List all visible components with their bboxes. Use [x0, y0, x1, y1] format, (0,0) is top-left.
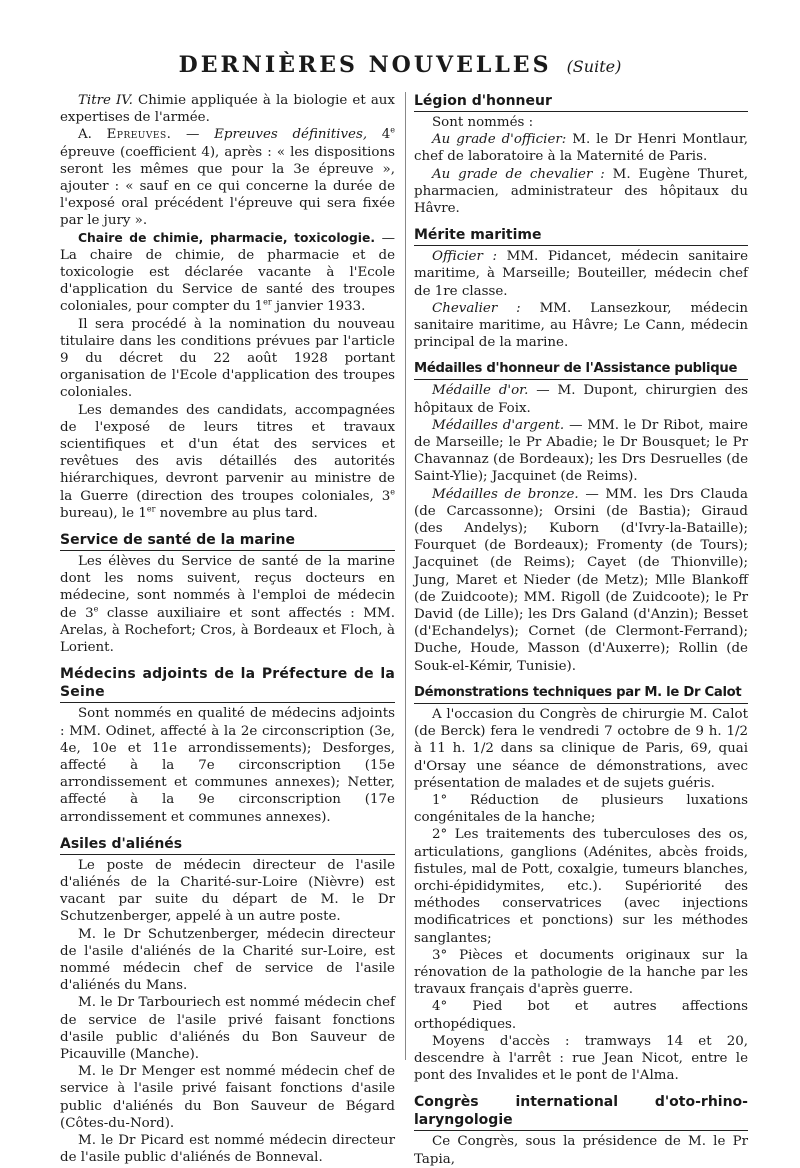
- section-legion: [414, 92, 748, 217]
- paragraph: M. le Dr Schutzenberger, médecin directeur de l'asile d'aliénés de la Charité sur-Loire, est nommé médecin chef de service de l'asile d'aliénés du Mans.: [60, 926, 395, 994]
- paragraph: M. le Dr Tarbouriech est nommé médecin chef de service de l'asile privé faisant fonctions d'asile public d'aliénés du Bon Sauveur de Picauville (Manche).: [60, 995, 395, 1062]
- paragraph: Ce Congrès, sous la présidence de M. le Pr Tapia,: [414, 1134, 748, 1167]
- sup: e: [390, 125, 396, 135]
- section-prefecture: [60, 665, 395, 825]
- paragraph: Le poste de médecin directeur de l'asile d'aliénés de la Charité-sur-Loire (Nièvre) est vacant par suite du départ de M. le Dr Schutzenberger, appelé à un autre poste.: [60, 857, 395, 925]
- text: novembre au plus tard.: [155, 505, 318, 521]
- paragraph: [60, 230, 395, 316]
- paragraph: M. le Dr Menger est nommé médecin chef de service à l'asile privé faisant fonctions d'asile public d'aliénés du Bon Sauveur de Bégard (Côtes-du-Nord).: [60, 1064, 395, 1131]
- sup: e: [390, 487, 395, 497]
- text: Officier :: [432, 249, 497, 265]
- text: M. le Dr Henri Montlaur, chef de laboratoire à la Maternité de Paris.: [414, 132, 749, 165]
- paragraph: Sont nommés en qualité de médecins adjoints : MM. Odinet, affecté à la 2e circonscription (3e, 4e, 10e et 11e arrondissements); Desforges, affecté à la 7e circonscription (15e arrondissement et communes annexes); Netter, affecté à la 9e circonscription (17e arrondissement et communes annexes).: [60, 706, 395, 825]
- text: bureau), le 1: [60, 505, 147, 521]
- sup: e: [93, 604, 99, 614]
- section-heading: Légion d'honneur: [414, 92, 748, 112]
- text: —: [171, 127, 215, 143]
- section-calot: [414, 684, 748, 1084]
- text: — MM. le Dr Ribot, maire de Marseille; le Pr Abadie; le Dr Bousquet; le Pr Chavannaz (de Bordeaux); les Drs Desruelles (de Saint-Ylie); Jacquinet (de Reims).: [414, 417, 748, 485]
- paragraph: [60, 553, 395, 656]
- paragraph: [414, 417, 748, 486]
- section-marine: [60, 531, 395, 656]
- text: Chimie appliquée à la biologie et aux expertises de l'armée.: [60, 93, 395, 126]
- column-divider: [405, 92, 406, 1060]
- section-heading: Médecins adjoints de la Préfecture de la Seine: [60, 665, 395, 703]
- text: — La chaire de chimie, de pharmacie et de toxicologie est déclarée vacante à l'Ecole d'application du Service de santé des troupes coloniales, pour compter du 1: [60, 230, 395, 315]
- list-item: 3° Pièces et documents originaux sur la rénovation de la pathologie de la hanche par les travaux français d'après guerre.: [414, 947, 748, 998]
- paragraph: Il sera procédé à la nomination du nouveau titulaire dans les conditions prévues par l'article 9 du décret du 22 août 1928 portant organisation de l'Ecole d'application des troupes coloniales.: [60, 316, 395, 401]
- text: classe auxiliaire et sont affectés : MM. Arelas, à Rochefort; Cros, à Bordeaux et Floch, à Lorient.: [60, 605, 395, 656]
- text: A.: [78, 127, 107, 143]
- list-item: 4° Pied bot et autres affections orthopédiques.: [414, 999, 748, 1032]
- epreuves-label: Epreuves.: [106, 127, 172, 143]
- text: Au grade d'officier:: [432, 132, 567, 148]
- section-heading: Démonstrations techniques par M. le Dr Calot: [414, 684, 748, 704]
- section-asiles: [60, 835, 395, 1167]
- chaire-label: Chaire de chimie, pharmacie, toxicologie.: [78, 230, 376, 245]
- text: Les élèves du Service de santé de la marine dont les noms suivent, reçus docteurs en médecine, sont nommés à l'emploi de médecin de 3: [60, 554, 395, 621]
- paragraph: Moyens d'accès : tramways 14 et 20, descendre à l'arrêt : rue Jean Nicot, entre le pont des Invalides et le pont de l'Alma.: [414, 1033, 748, 1084]
- paragraph: [414, 131, 748, 165]
- text: M. Eugène Thuret, pharmacien, administrateur des hôpitaux du Hâvre.: [414, 166, 748, 217]
- text: — M. Dupont, chirurgien des hôpitaux de Foix.: [414, 383, 748, 416]
- section-congres: [414, 1093, 748, 1167]
- section-medailles: [414, 360, 748, 674]
- list-item: 1° Réduction de plusieurs luxations congénitales de la hanche;: [414, 792, 748, 826]
- section-heading: Mérite maritime: [414, 226, 748, 246]
- text: Médailles d'argent.: [432, 417, 565, 433]
- paragraph: [60, 126, 395, 229]
- text: épreuve (coefficient 4), après : « les dispositions seront les mêmes que pour la 3e épreuve », ajouter : « sauf en ce qui concerne la durée de l'exposé oral précédent l'épreuve qui sera fixée par le jury ».: [60, 144, 395, 229]
- text: Médailles de bronze.: [432, 486, 579, 502]
- text: MM. Pidancet, médecin sanitaire maritime, à Marseille; Bouteiller, médecin chef de 1re classe.: [414, 249, 748, 299]
- list-item: 2° Les traitements des tuberculoses des os, articulations, ganglions (Adénites, abcès froids, fistules, mal de Pott, coxalgie, tumeurs blanches, orchi-épididymites, etc.). Supériorité des méthodes conservatrices (avec injections modificatrices et ponctions) sur les méthodes sanglantes;: [414, 827, 748, 946]
- section-heading: Asiles d'aliénés: [60, 835, 395, 855]
- section-heading: Médailles d'honneur de l'Assistance publique: [414, 360, 748, 380]
- text: 4: [367, 127, 391, 143]
- section-heading: Congrès international d'oto-rhino-laryngologie: [414, 1093, 748, 1131]
- page-title: [0, 52, 800, 78]
- paragraph: [414, 248, 748, 300]
- paragraph: M. le Dr Picard est nommé médecin directeur de l'asile public d'aliénés de Bonneval.: [60, 1132, 395, 1166]
- paragraph: [414, 166, 748, 218]
- text: — MM. les Drs Clauda (de Carcassonne); Orsini (de Bastia); Giraud (des Andelys); Kuborn (d'Ivry-la-Bataille); Fourquet (de Bordeaux); Fromenty (de Tours); Jacquinet (de Reims); Cayet (de Thionville); Jung, Maret et Nieder (de Metz); Mlle Blankoff (de Zuidcoote); MM. Rigoll (de Zuidcoote); le Pr David (de Lille); les Drs Galand (d'Anzin); Besset (d'Echandelys); Cornet (de Clermont-Ferrand); Duche, Houde, Masson (d'Auxerre); Rollin (de Souk-el-Kémir, Tunisie).: [414, 486, 748, 674]
- page-title-text: DERNIÈRES NOUVELLES: [178, 52, 552, 78]
- paragraph: [414, 382, 748, 416]
- page-subtitle: (Suite): [566, 57, 622, 76]
- right-column: [414, 92, 748, 1168]
- text: Médaille d'or.: [432, 383, 529, 399]
- paragraph: [60, 402, 395, 522]
- text: Les demandes des candidats, accompagnées de l'exposé de leurs titres et travaux scientifiques et d'un état des services et revêtues des avis détaillés des autorités hiérarchiques, devront parvenir au ministre de la Guerre (direction des troupes coloniales, 3: [60, 402, 395, 504]
- text: Chevalier :: [432, 300, 521, 316]
- section-merite: [414, 226, 748, 351]
- section-heading: Service de santé de la marine: [60, 531, 395, 551]
- text: Epreuves définitives,: [214, 127, 368, 143]
- left-column: [60, 92, 395, 1166]
- paragraph: Sont nommés :: [432, 115, 534, 130]
- sup: er: [146, 504, 156, 514]
- paragraph: [414, 300, 748, 352]
- section-chimie: [60, 92, 395, 522]
- paragraph: [60, 92, 395, 126]
- text: janvier 1933.: [271, 299, 366, 315]
- text: Au grade de chevalier :: [432, 166, 605, 182]
- title-label: Titre IV.: [78, 93, 133, 108]
- sup: er: [263, 297, 272, 307]
- paragraph: A l'occasion du Congrès de chirurgie M. Calot (de Berck) fera le vendredi 7 octobre de 9 h. 1/2 à 11 h. 1/2 dans sa clinique de Paris, 69, quai d'Orsay une séance de démonstrations, avec présentation de malades et de sujets guéris.: [414, 706, 748, 791]
- paragraph: [414, 486, 748, 675]
- text: MM. Lansezkour, médecin sanitaire maritime, au Hâvre; Le Cann, médecin principal de la marine.: [414, 300, 748, 351]
